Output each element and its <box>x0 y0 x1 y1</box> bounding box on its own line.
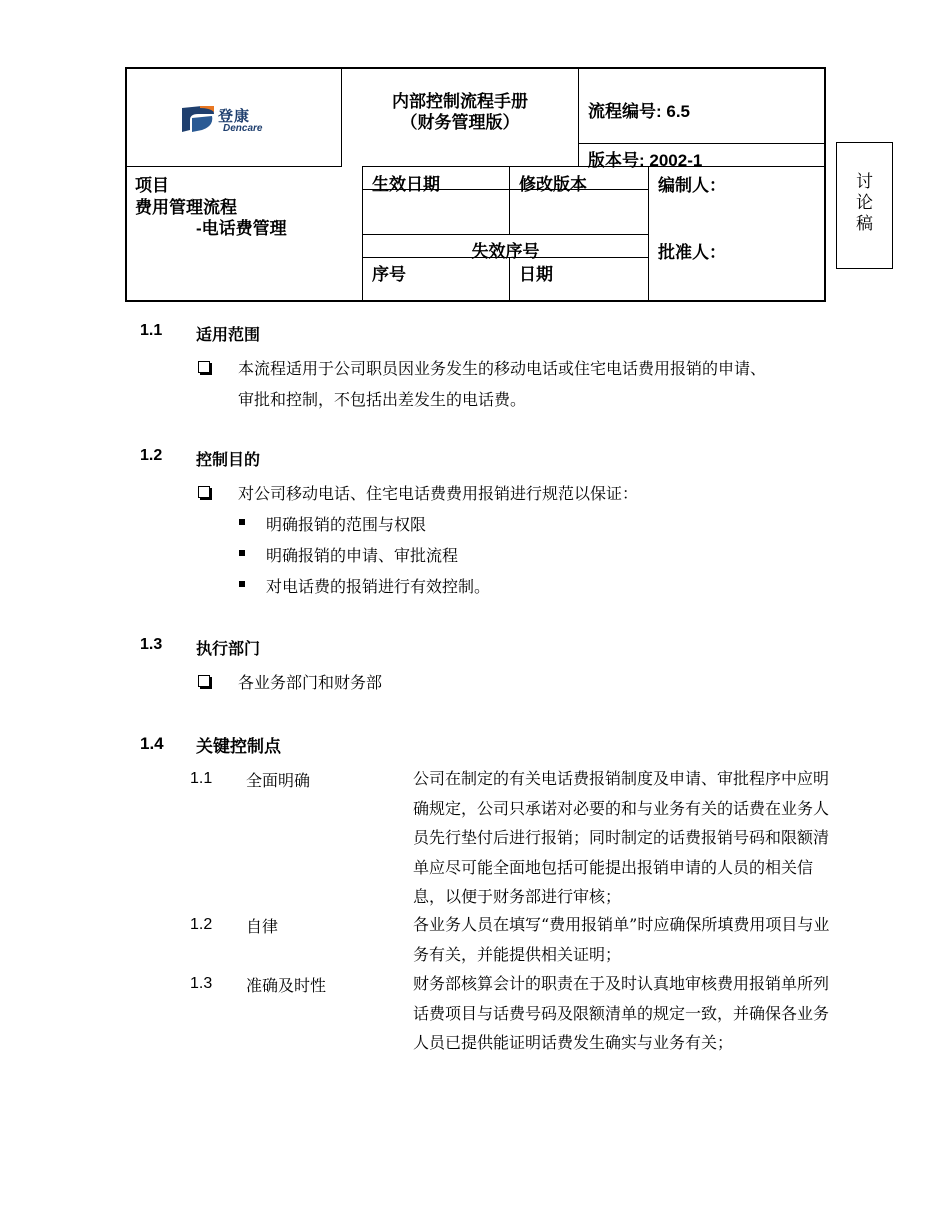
square-bullet-icon <box>239 550 245 556</box>
control-point-name: 自律 <box>246 917 279 936</box>
revision-label: 修改版本 <box>519 175 587 194</box>
version-number: 版本号: 2002-1 <box>588 151 703 170</box>
company-logo <box>180 104 280 140</box>
manual-subtitle: （财务管理版） <box>400 113 520 132</box>
draft-stamp-char: 讨 <box>856 172 873 192</box>
dencare-logo-icon <box>180 104 216 136</box>
manual-title: 内部控制流程手册 <box>392 92 528 111</box>
section-title: 关键控制点 <box>196 737 281 756</box>
item-name: 费用管理流程 <box>135 198 237 217</box>
logo-en-text: Dencare <box>223 123 263 134</box>
section-number: 1.4 <box>140 734 164 753</box>
purpose-bullet: 明确报销的申请、审批流程 <box>266 546 459 565</box>
draft-stamp-char: 稿 <box>856 214 873 234</box>
approver-label: 批准人： <box>658 243 726 262</box>
seq-label: 序号 <box>372 265 406 284</box>
checkbox-bullet-icon <box>198 486 210 498</box>
control-point-number: 1.3 <box>190 975 213 992</box>
square-bullet-icon <box>239 519 245 525</box>
section-number: 1.1 <box>140 322 163 339</box>
departments-text: 各业务部门和财务部 <box>238 673 383 692</box>
square-bullet-icon <box>239 581 245 587</box>
control-point-number: 1.1 <box>190 770 213 787</box>
item-sub: -电话费管理 <box>196 219 287 238</box>
item-label: 项目 <box>135 176 169 195</box>
control-point-number: 1.2 <box>190 916 213 933</box>
section-number: 1.2 <box>140 447 163 464</box>
process-code: 流程编号: 6.5 <box>588 102 691 121</box>
control-point-text: 公司在制定的有关电话费报销制度及申请、审批程序中应明确规定，公司只承诺对必要的和与业务有关的话费在业务人员先行垫付后进行报销；同时制定的话费报销号码和限额清单应尽可能全面地包括可能提出报销申请的人员的相关信息，以便于财务部进行审核； <box>413 769 830 906</box>
section-number: 1.3 <box>140 636 163 653</box>
effective-date-label: 生效日期 <box>372 175 440 194</box>
control-point-text: 各业务人员在填写“费用报销单”时应确保所填费用项目与业务有关，并能提供相关证明； <box>413 915 830 964</box>
control-point-text: 财务部核算会计的职责在于及时认真地审核费用报销单所列话费项目与话费号码及限额清单的规定一致，并确保各业务人员已提供能证明话费发生确实与业务有关； <box>413 974 830 1052</box>
scope-text-line2: 审批和控制，不包括出差发生的电话费。 <box>238 390 527 409</box>
control-point-name: 全面明确 <box>246 771 311 790</box>
section-title: 控制目的 <box>196 452 261 469</box>
control-point-name: 准确及时性 <box>246 976 327 995</box>
checkbox-bullet-icon <box>198 361 210 373</box>
expiry-seq-label: 失效序号 <box>471 242 540 261</box>
logo-cn-text: 登康 <box>218 108 251 125</box>
date-label: 日期 <box>519 265 553 284</box>
purpose-intro: 对公司移动电话、住宅电话费费用报销进行规范以保证： <box>238 484 639 503</box>
section-title: 执行部门 <box>196 641 261 658</box>
draft-stamp-char: 论 <box>856 193 873 213</box>
editor-label: 编制人： <box>658 176 726 195</box>
purpose-bullet: 对电话费的报销进行有效控制。 <box>266 577 491 596</box>
section-title: 适用范围 <box>196 327 261 344</box>
scope-text-line1: 本流程适用于公司职员因业务发生的移动电话或住宅电话费用报销的申请、 <box>238 359 767 378</box>
draft-stamp <box>836 142 893 269</box>
purpose-bullet: 明确报销的范围与权限 <box>266 515 427 534</box>
checkbox-bullet-icon <box>198 675 210 687</box>
